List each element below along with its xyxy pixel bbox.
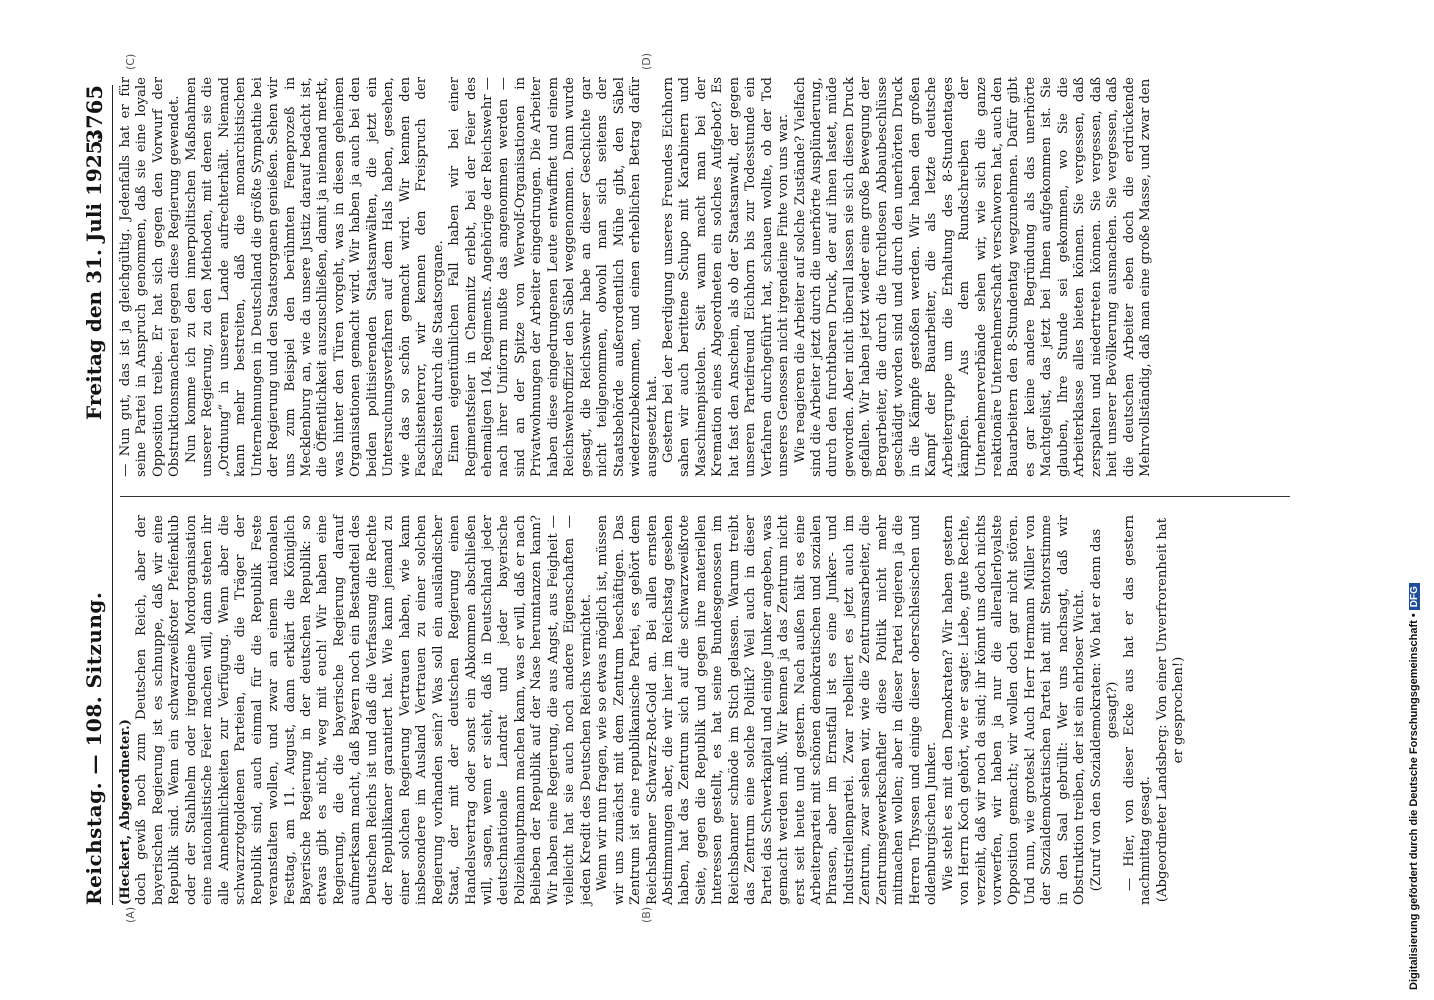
paragraph: Nun komme ich zu den innerpolitischen Maßnahmen unserer Regierung, zu den Methoden, mit denen sie die „Ordnung“ in unserem Lande aufrechterhält. Niemand kann mehr bestreiten, daß die monarchistischen Unternehmungen in Deutschland die größte Sympathie bei der Regierung und den Staatsorganen genießen. Sehen wir uns zum Beispiel den berühmten Femeprozeß in Mecklenburg an, wie da unsere Justiz darauf bedacht ist, die Öffentlichkeit auszuschließen, damit ja niemand merkt, was hinter den Türen vorgeht, was in diesen geheimen Organisationen gemacht wird. Wir haben ja auch bei den beiden politisierenden Staatsanwälten, die jetzt ein Untersuchungsverfahren auf dem Hals haben, gesehen, wie das so schön gemacht wird. Wir kennen den Faschistenterror, wir kennen den Freispruch der Faschisten durch die Staatsorgane. (183, 77, 446, 477)
credit-text: Digitalisierung gefördert durch die Deutsche Forschungsgemeinschaft • (1408, 613, 1420, 990)
paragraph: Wie steht es mit den Demokraten? Wir haben gestern von Herrn Koch gehört, wie er sagte: Liebe, gute Rechte, verzeiht, daß wir noch da sind; ihr könnt uns doch nichts vorwerfen, wir haben ja nur die allerallerloyalste Opposition gemacht; wir wollen doch gar nicht stören. Und nun, wie grotesk! Auch Herr Hermann Müller von der Sozialdemokratischen Partei hat mit Stentorstimme in den Saal gebrüllt: Wer uns nachsagt, daß wir Obstruktion treiben, der ist ein ehrloser Wicht. (940, 515, 1088, 905)
digitization-credit (1408, 10, 1426, 990)
page-header (78, 85, 113, 905)
speaker-label: (Heckert, Abgeordneter.) (118, 719, 133, 905)
margin-mark-a: (A) (124, 906, 137, 923)
column-divider (120, 496, 1290, 497)
paragraph: doch gewiß noch zum Deutschen Reich, aber der bayerischen Regierung ist es schnuppe, daß wir eine Republik sind. Wenn ein schwarzweißroter Pfeifenklub oder der Stahlhelm oder irgendeine Mordorganisation eine nationalistische Feier machen will, dann stehen ihr alle Annehmlichkeiten zur Verfügung. Wenn aber die schwarzrotgoldenen Parteien, die die Träger der Republik sind, auch einmal für die Republik Feste veranstalten wollen, und zwar an einem nationalen Festtag, am 11. August, dann erklärt die Königlich Bayerische Regierung in der deutschen Republik: so etwas gibt es nicht, weg mit euch! Wir haben eine Regierung, die die bayerische Regierung darauf aufmerksam macht, daß Bayern noch ein Bestandteil des Deutschen Reichs ist und daß die Verfassung die Rechte der Republikaner garantiert hat. Wie kann jemand zu einer solchen Regierung Vertrauen haben, wie kann insbesondere im Ausland Vertrauen zu einer solchen Regierung vorhanden sein? Was soll ein ausländischer Staat, der mit der deutschen Regierung einen Handelsvertrag oder sonst ein Abkommen abschließen will, sagen, wenn er sieht, daß in Deutschland jeder deutschnationale Landrat und jeder bayerische Polizeihauptmann machen kann, was er will, daß er nach Belieben der Republik auf der Nase herumtanzen kann? Wir haben eine Regierung, die aus Angst, aus Feigheit — vielleicht hat sie auch noch andere Eigenschaften — jeden Kredit des Deutschen Reichs vernichtet. (134, 515, 594, 905)
header-title: Reichstag. — 108. Sitzung. (82, 591, 106, 905)
page-number: 3765 (82, 85, 107, 144)
paragraph: Wenn wir nun fragen, wie so etwas möglich ist, müssen wir uns zunächst mit dem Zentrum beschäftigen. Das Zentrum ist eine republikanische Partei, es gehört dem Reichsbanner Schwarz-Rot-Gold an. Bei allen ernsten Abstimmungen aber, die wir hier im Reichstag gesehen haben, hat das Zentrum sich auf die schwarzweißrote Seite, gegen die Republik und gegen ihre materiellen Interessen gestellt, es hat seine Bundesgenossen im Reichsbanner schnöde im Stich gelassen. Warum treibt das Zentrum eine solche Politik? Weil auch in dieser Partei das Schwerkapital und einige Junker angeben, was gemacht werden muß. Wir kennen ja das Zentrum nicht erst seit heute und gestern. Nach außen hält es eine Arbeiterpartei mit schönen demokratischen und sozialen Phrasen, aber im Ernstfall ist es eine Junker- und Industriellenpartei. Zwar rebelliert es jetzt auch im Zentrum, zwar sehen wir, wie die Zentrumsarbeiter, die Zentrumsgewerkschaftler diese Politik nicht mehr mitmachen wollen; aber in dieser Partei regieren ja die Herren Thyssen und einige dieser oberschlesischen und oldenburgischen Junker. (595, 515, 940, 905)
left-column (118, 515, 1187, 905)
paragraph: Gestern bei der Beerdigung unseres Freundes Eichhorn sahen wir auch berittene Schupo mit Karabinern und Maschinenpistolen. Seit wann macht man bei der Kremation eines Abgeordneten ein solches Aufgebot? Es hat fast den Anschein, als ob der Staatsanwalt, der gegen unseren Parteifreund Eichhorn bis zur Todesstunde ein Verfahren durchgeführt hat, schauen wollte, ob der Tod unseres Genossen nicht irgendeine Finte von uns war. (660, 77, 792, 477)
paragraph: — Hier, von dieser Ecke aus hat er das gestern nachmittag gesagt. (1121, 515, 1154, 905)
interjection: (Zuruf von den Sozialdemokraten: Wo hat er denn das gesagt?) (1088, 528, 1121, 892)
header-date: Freitag den 31. Juli 1925. (82, 133, 106, 420)
dfg-logo: DFG (1409, 583, 1420, 610)
paragraph: Einen eigentümlichen Fall haben wir bei einer Regimentsfeier in Chemnitz erlebt, bei der Feier des ehemaligen 104. Regiments. Angehörige der Reichswehr — nach ihrer Uniform mußte das angenommen werden — sind an der Spitze von Werwolf-Organisationen in Privatwohnungen der Arbeiter eingedrungen. Die Arbeiter haben diese eingedrungenen Leute entwaffnet und einem Reichswehroffizier den Säbel weggenommen. Dann wurde gesagt, die Reichswehr habe an dieser Geschichte gar nicht teilgenommen, obwohl man sich seitens der Staatsbehörde außerordentlich Mühe gibt, den Säbel wiederzubekommen, und einen erheblichen Betrag dafür ausgesetzt hat. (447, 77, 660, 477)
margin-mark-b: (B) (640, 906, 653, 923)
margin-mark-d: (D) (640, 52, 653, 70)
interjection: (Abgeordneter Landsberg: Von einer Unverfrorenheit hat er gesprochen!) (1154, 517, 1186, 903)
right-column (118, 77, 1155, 477)
margin-mark-c: (C) (124, 53, 137, 70)
paragraph: Wie reagieren die Arbeiter auf solche Zustände? Vielfach sind die Arbeiter jetzt durch die unerhörte Ausplünderung, durch den furchtbaren Druck, der auf ihnen lastet, müde geworden. Aber nicht überall lassen sie sich diesen Druck gefallen. Wir haben jetzt wieder eine große Bewegung der Bergarbeiter, die durch die furchtlosen Abbaubeschlüsse geschädigt worden sind und durch den unerhörten Druck in die Kämpfe gestoßen werden. Wir haben den großen Kampf der Bauarbeiter, die als letzte deutsche Arbeitergruppe um die Erhaltung des 8-Stundentages kämpfen. Aus dem Rundschreiben der Unternehmerverbände sehen wir, wie sich die ganze reaktionäre Unternehmerschaft verschworen hat, auch den Bauarbeitern den 8-Stundentag wegzunehmen. Dafür gibt es gar keine andere Begründung als das unerhörte Machtgelüst, das jetzt bei Ihnen aufgekommen ist. Sie glauben, Ihre Stunde sei gekommen, wo Sie die Arbeiterklasse alles bieten können. Sie vergessen, daß zerspalten und niedertreten können. Sie vergessen, daß heit unserer Bevölkerung ausmachen. Sie vergessen, daß die deutschen Arbeiter eben doch die erdrückende Mehrvollständig, daß man eine große Masse, und zwar den (792, 77, 1154, 477)
paragraph: — Nun gut, das ist ja gleichgültig. Jedenfalls hat er für seine Partei in Anspruch genommen, daß sie eine loyale Opposition treibe. Er hat sich gegen den Vorwurf der Obstruktionsmacherei gegen diese Regierung gewendet. (118, 77, 183, 477)
